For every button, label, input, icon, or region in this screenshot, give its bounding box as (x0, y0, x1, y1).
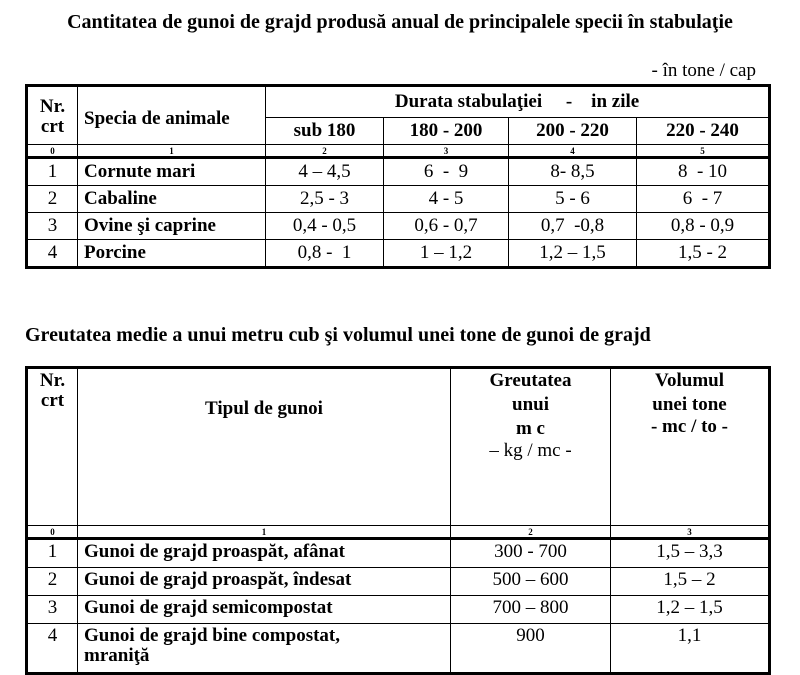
table-row (27, 186, 770, 213)
row-value: 0,8 - 1 (266, 240, 384, 268)
header-nr-line1: Nr. (39, 370, 66, 391)
row-volume: 1,2 – 1,5 (611, 596, 770, 624)
row-value: 6 - 7 (637, 186, 770, 213)
row-nr: 4 (27, 624, 78, 674)
header-weight-line1: Greutatea (489, 370, 572, 391)
index-row (27, 526, 770, 539)
row-volume: 1,5 – 2 (611, 568, 770, 596)
index-cell: 0 (27, 145, 78, 158)
row-value: 1,5 - 2 (637, 240, 770, 268)
header-volume-line2: unei tone (652, 394, 727, 415)
row-weight: 300 - 700 (451, 539, 611, 568)
header-nr-crt: Nr. crt (27, 86, 78, 145)
header-type: Tipul de gunoi (78, 368, 451, 526)
row-value: 1,2 – 1,5 (509, 240, 637, 268)
header-weight (451, 368, 611, 526)
row-volume: 1,1 (611, 624, 770, 674)
table2-title: Greutatea medie a unui metru cub şi volumul unei tone de gunoi de grajd (25, 324, 651, 346)
index-cell: 1 (78, 526, 451, 539)
row-value: 0,8 - 0,9 (637, 213, 770, 240)
header-duration: Durata stabulaţiei - in zile (266, 86, 770, 118)
row-nr: 4 (27, 240, 78, 268)
header-range-1: sub 180 (266, 118, 384, 145)
index-cell: 5 (637, 145, 770, 158)
row-value: 4 - 5 (384, 186, 509, 213)
table-row (27, 213, 770, 240)
row-type: Gunoi de grajd proaspăt, afânat (78, 539, 451, 568)
row-value: 0,7 -0,8 (509, 213, 637, 240)
row-type: Gunoi de grajd semicompostat (78, 596, 451, 624)
row-value: 2,5 - 3 (266, 186, 384, 213)
row-nr: 2 (27, 186, 78, 213)
row-value: 4 – 4,5 (266, 158, 384, 186)
header-species: Specia de animale (78, 86, 266, 145)
table-row (27, 596, 770, 624)
row-nr: 1 (27, 539, 78, 568)
header-range-3: 200 - 220 (509, 118, 637, 145)
row-nr: 1 (27, 158, 78, 186)
header-weight-unit: – kg / mc - (489, 440, 572, 461)
table-row (27, 539, 770, 568)
row-volume: 1,5 – 3,3 (611, 539, 770, 568)
row-species: Cabaline (78, 186, 266, 213)
manure-weight-volume-table (25, 366, 771, 675)
index-cell: 4 (509, 145, 637, 158)
header-volume-line1: Volumul (655, 370, 724, 391)
row-nr: 3 (27, 596, 78, 624)
table-row (27, 240, 770, 268)
row-species: Ovine şi caprine (78, 213, 266, 240)
header-volume-unit: - mc / to - (650, 416, 729, 437)
row-species: Cornute mari (78, 158, 266, 186)
index-row (27, 145, 770, 158)
table1-unit: - în tone / cap (651, 60, 756, 81)
header-weight-line3: m c (515, 418, 545, 439)
row-value: 8 - 10 (637, 158, 770, 186)
row-weight: 900 (451, 624, 611, 674)
header-range-4: 220 - 240 (637, 118, 770, 145)
row-nr: 2 (27, 568, 78, 596)
index-cell: 0 (27, 526, 78, 539)
index-cell: 2 (451, 526, 611, 539)
header-range-2: 180 - 200 (384, 118, 509, 145)
manure-quantity-table (25, 84, 771, 269)
index-cell: 2 (266, 145, 384, 158)
table-row (27, 568, 770, 596)
header-nr-line2: crt (40, 390, 65, 411)
header-nr-crt (27, 368, 78, 526)
row-value: 1 – 1,2 (384, 240, 509, 268)
row-weight: 700 – 800 (451, 596, 611, 624)
row-species: Porcine (78, 240, 266, 268)
row-type: Gunoi de grajd proaspăt, îndesat (78, 568, 451, 596)
row-value: 6 - 9 (384, 158, 509, 186)
index-cell: 3 (611, 526, 770, 539)
row-value: 0,6 - 0,7 (384, 213, 509, 240)
row-nr: 3 (27, 213, 78, 240)
table-row (27, 158, 770, 186)
row-value: 5 - 6 (509, 186, 637, 213)
header-volume (611, 368, 770, 526)
row-type: Gunoi de grajd bine compostat, mraniţă (78, 624, 451, 674)
row-value: 8- 8,5 (509, 158, 637, 186)
index-cell: 3 (384, 145, 509, 158)
row-value: 0,4 - 0,5 (266, 213, 384, 240)
index-cell: 1 (78, 145, 266, 158)
row-weight: 500 – 600 (451, 568, 611, 596)
header-weight-line2: unui (512, 394, 549, 415)
table1-title: Cantitatea de gunoi de grajd produsă anual de principalele specii în stabulaţie (67, 11, 733, 33)
